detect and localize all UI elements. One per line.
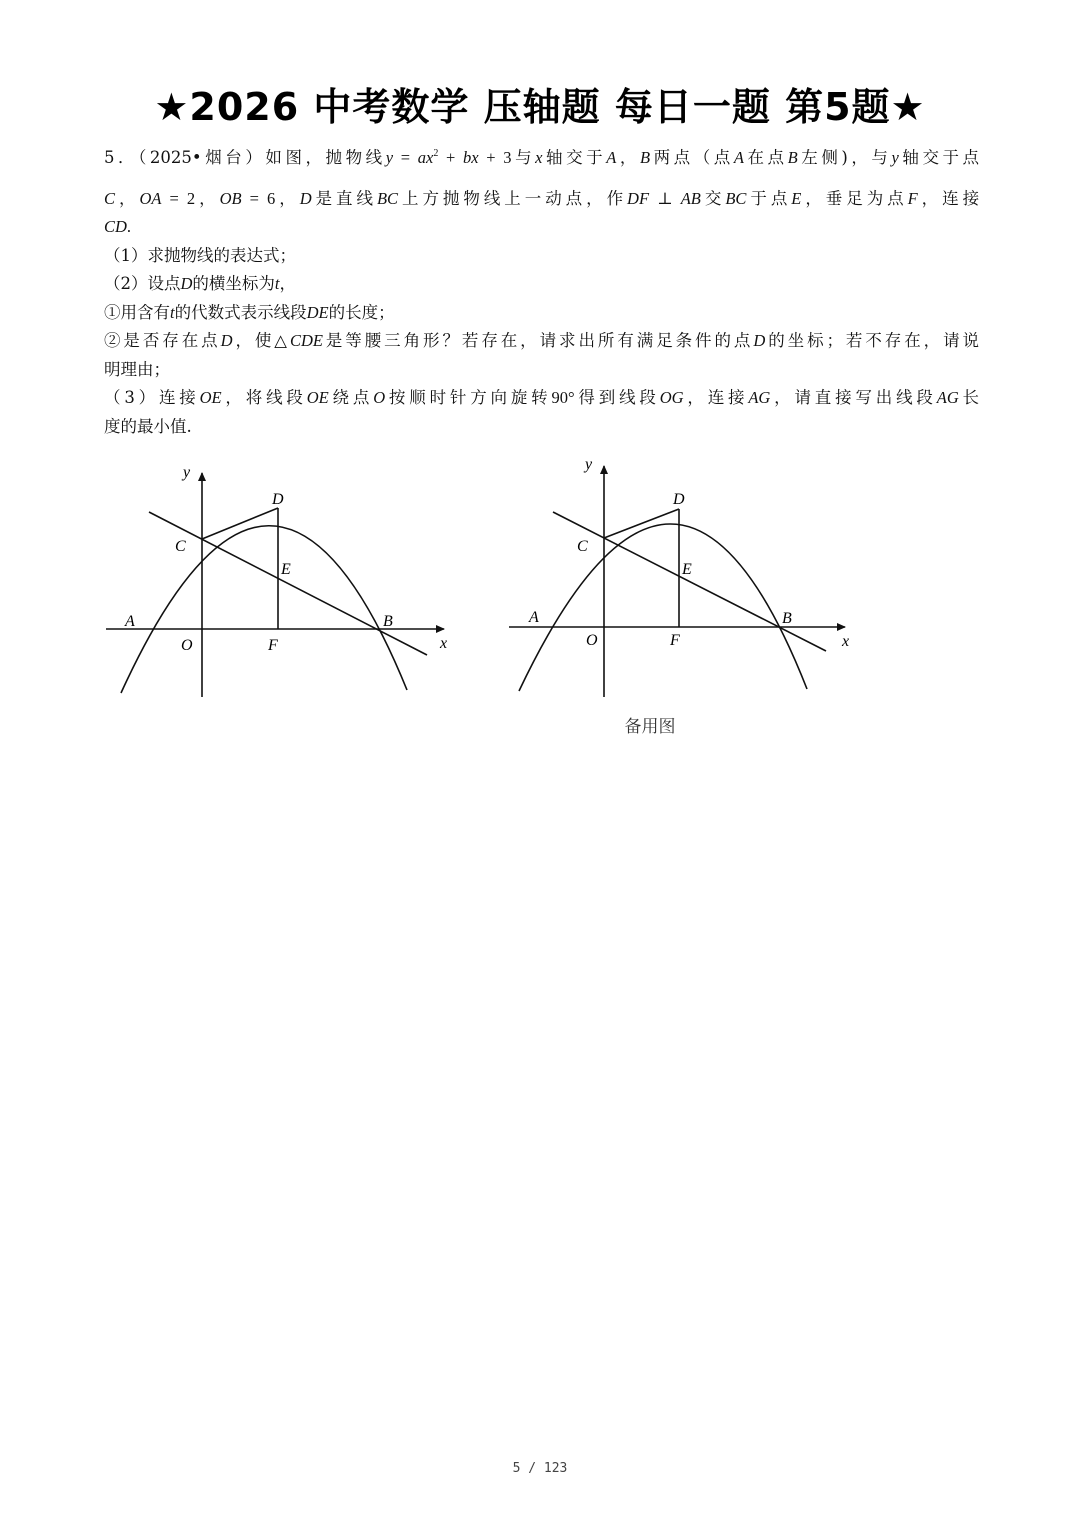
figure-backup [505, 450, 865, 710]
problem-line-1: 5．（2025•烟台）如图，抛物线$y = ax^2$ + bx + 3与x轴交于A，B两点（点A在点B左侧)，与y轴交于点 [104, 148, 980, 167]
part-2: （2）设点D的横坐标为t， [104, 274, 297, 293]
part-2-sub-2-cont: 明理由； [104, 359, 170, 379]
label-o: O [586, 632, 598, 649]
part-1: （1）求抛物线的表达式； [104, 245, 296, 265]
label-y: y [183, 464, 191, 481]
page-title: ★2026 中考数学 压轴题 每日一题 第5题★ [154, 85, 926, 129]
part-3-cont: 度的最小值. [104, 416, 192, 436]
label-d: D [673, 491, 685, 508]
label-x: x [842, 633, 850, 650]
label-a: A [125, 613, 135, 630]
label-o: O [181, 637, 193, 654]
problem-line-3: CD. [104, 217, 132, 236]
problem-line-2: C，OA = 2，OB = 6，D是直线BC上方抛物线上一动点，作DF ⊥ AB交BC于点E，垂足为点F，连接 [104, 188, 980, 208]
figure-caption: 备用图 [624, 717, 676, 737]
parabola [519, 524, 807, 691]
label-y: y [585, 456, 593, 473]
label-e: E [682, 561, 692, 578]
problem-text [104, 144, 979, 441]
line-bc [553, 512, 826, 651]
part-2-sub-1: ①用含有t的代数式表示线段DE的长度； [104, 302, 395, 322]
label-c: C [175, 538, 186, 555]
label-c: C [577, 538, 588, 555]
part-2-sub-2: ②是否存在点D，使△CDE是等腰三角形？若存在，请求出所有满足条件的点D的坐标；若不存在，请说 [104, 331, 980, 350]
segment-cd [202, 508, 278, 539]
label-e: E [281, 561, 291, 578]
part-3: （3）连接OE，将线段OE绕点O按顺时针方向旋转90°得到线段OG，连接AG，请直接写出线段AG长 [104, 388, 980, 407]
label-f: F [670, 632, 680, 649]
label-a: A [529, 609, 539, 626]
figure-main [100, 455, 460, 740]
label-b: B [383, 613, 393, 630]
page-number: 5 / 123 [512, 1461, 568, 1476]
line-bc [149, 512, 427, 655]
label-d: D [272, 491, 284, 508]
label-f: F [268, 637, 278, 654]
parabola [121, 526, 407, 693]
label-x: x [440, 635, 448, 652]
label-b: B [782, 610, 792, 627]
